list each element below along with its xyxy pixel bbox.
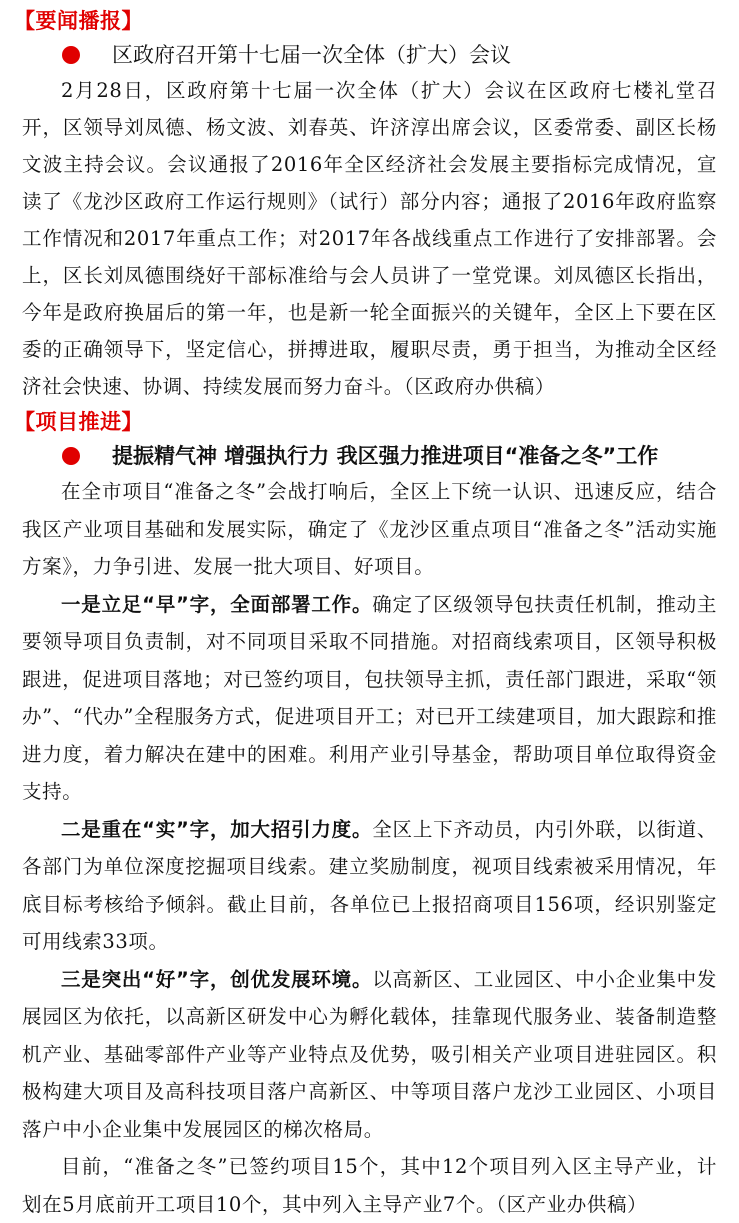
- paragraph-summary: [14, 1148, 717, 1223]
- paragraph-point-early: [14, 586, 717, 811]
- paragraph-lead: 二是重在“实”字，加大招引力度。: [61, 817, 373, 841]
- red-bullet-icon: [62, 46, 80, 64]
- paragraph-point-good: [14, 961, 717, 1149]
- paragraph-text: 确定了区级领导包扶责任机制，推动主要领导项目负责制，对不同项目采取不同措施。对招商线索项目，区领导积极跟进，促进项目落地；对已签约项目，包扶领导主抓，责任部门跟进，采取“领办”、“代办”全程服务方式，促进项目开工；对已开工续建项目，加大跟踪和推进力度，着力解决在建中的困难。利用产业引导基金，帮助项目单位取得资金支持。: [22, 592, 718, 803]
- section-tag-projects: 【项目推进】: [14, 410, 143, 434]
- red-bullet-icon: [62, 447, 80, 465]
- paragraph-lead: 一是立足“早”字，全面部署工作。: [61, 592, 373, 616]
- news-title-projects: [14, 439, 717, 473]
- section-tag-news: 【要闻播报】: [14, 9, 143, 33]
- paragraph-text: 以高新区、工业园区、中小企业集中发展园区为依托，以高新区研发中心为孵化载体，挂靠现代服务业、装备制造整机产业、基础零部件产业等产业特点及优势，吸引相关产业项目进驻园区。积极构建大项目及高科技项目落户高新区、中等项目落户龙沙工业园区、小项目落户中小企业集中发展园区的梯次格局。: [22, 967, 717, 1141]
- paragraph-lead: 三是突出“好”字，创优发展环境。: [61, 967, 373, 991]
- news-title-text: 提振精气神 增强执行力 我区强力推进项目“准备之冬”工作: [112, 444, 659, 468]
- paragraph-meeting: [14, 72, 717, 405]
- paragraph-text: 目前，“准备之冬”已签约项目15个，其中12个项目列入区主导产业，计划在5月底前开工项目10个，其中列入主导产业7个。（区产业办供稿）: [22, 1155, 717, 1216]
- paragraph-intro: [14, 473, 717, 586]
- news-title-meeting: [14, 38, 717, 72]
- paragraph-point-solid: [14, 811, 717, 961]
- news-title-text: 区政府召开第十七届一次全体（扩大）会议: [112, 43, 511, 67]
- paragraph-text: 全区上下齐动员，内引外联，以街道、各部门为单位深度挖掘项目线索。建立奖励制度，视项目线索被采用情况，年底目标考核给予倾斜。截止目前，各单位已上报招商项目156项，经识别鉴定可用线索33项。: [22, 817, 717, 953]
- paragraph-text: 2月28日，区政府第十七届一次全体（扩大）会议在区政府七楼礼堂召开，区领导刘凤德、杨文波、刘春英、许济淳出席会议，区委常委、副区长杨文波主持会议。会议通报了2016年全区经济社会发展主要指标完成情况，宣读了《龙沙区政府工作运行规则》（试行）部分内容；通报了2016年政府监察工作情况和2017年重点工作；对2017年各战线重点工作进行了安排部署。会上，区长刘凤德围绕好干部标准给与会人员讲了一堂党课。刘凤德区长指出，今年是政府换届后的第一年，也是新一轮全面振兴的关键年，全区上下要在区委的正确领导下，坚定信心，拼搏进取，履职尽责，勇于担当，为推动全区经济社会快速、协调、持续发展而努力奋斗。（区政府办供稿）: [22, 79, 717, 398]
- paragraph-text: 在全市项目“准备之冬”会战打响后，全区上下统一认识、迅速反应，结合我区产业项目基础和发展实际，确定了《龙沙区重点项目“准备之冬”活动实施方案》，力争引进、发展一批大项目、好项目。: [22, 480, 717, 578]
